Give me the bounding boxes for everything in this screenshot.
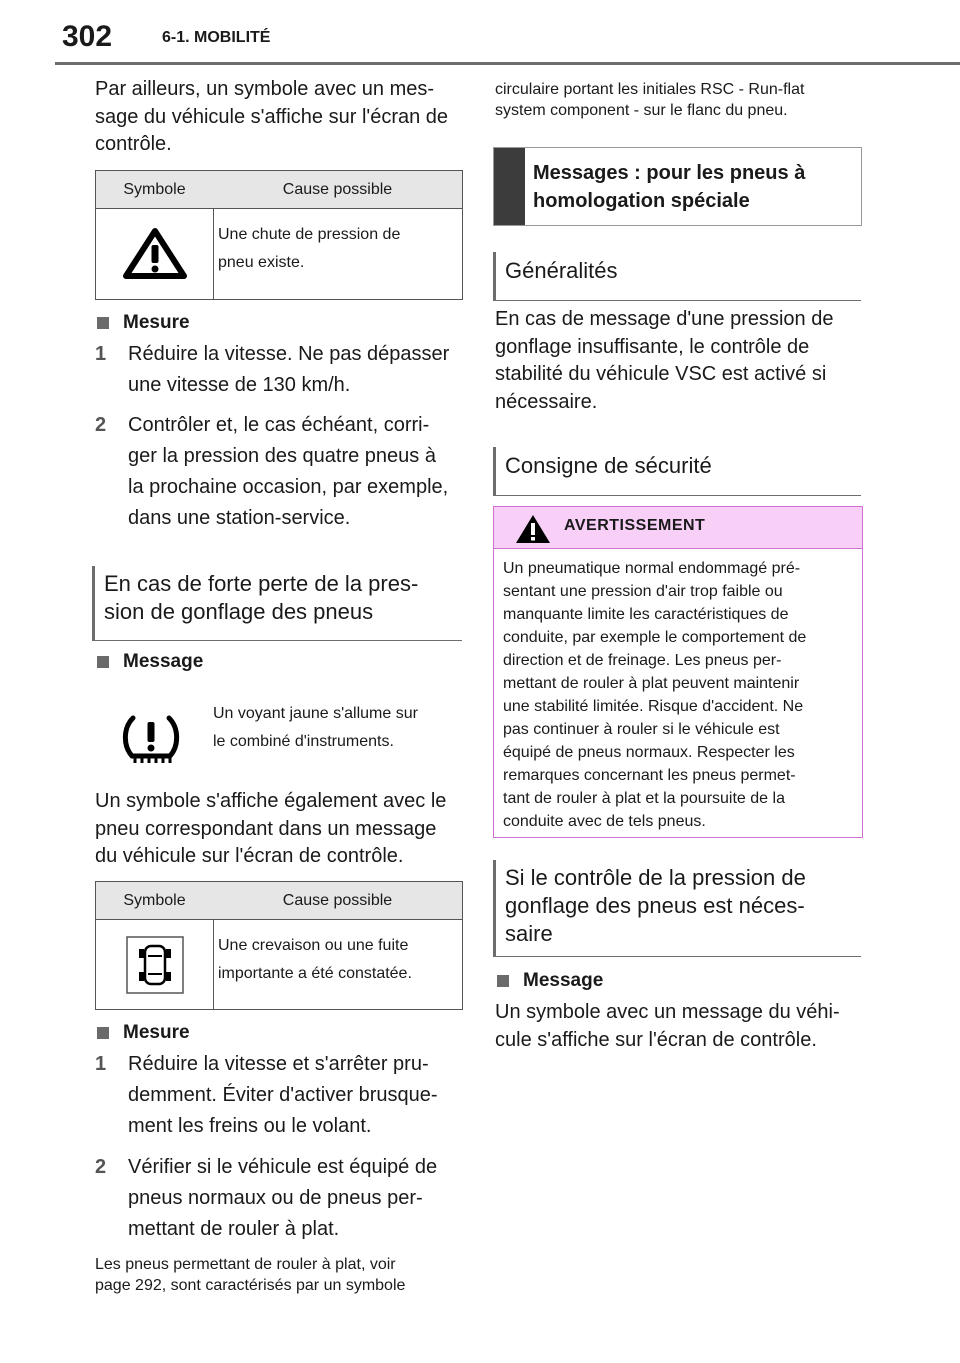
table-row: Une chute de pression de pneu existe. [96,209,462,299]
warning-triangle-icon [96,209,214,299]
continuation-paragraph: circulaire portant les initiales RSC - Run-flat system component - sur le flanc du pneu. [495,81,805,119]
section-controle-pression: Si le contrôle de la pression de gonflage des pneus est néces- saire [493,860,861,957]
intro-paragraph: Par ailleurs, un symbole avec un mes- sage du véhicule s'affiche sur l'écran de contrôle. [95,78,449,155]
message-heading-2: Message [497,970,603,992]
warning-header: AVERTISSEMENT [494,507,862,549]
message-1-text: Un voyant jaune s'allume sur le combiné d'instruments. [213,705,418,750]
col-cause: Cause possible [282,891,393,909]
col-symbol: Symbole [123,891,186,909]
mesure-heading-2: Mesure [97,1022,190,1044]
table-row: Une crevaison ou une fuite importante a été constatée. [96,920,462,1009]
bullet-square [497,975,509,987]
mesure-heading-1: Mesure [97,312,190,334]
generalites-paragraph: En cas de message d'une pression de gonflage insuffisante, le contrôle de stabilité du véhicule VSC est activé si nécessaire. [495,308,834,413]
header-rule [55,62,960,65]
warning-text: Un pneumatique normal endommagé pré- sentant une pression d'air trop faible ou manquante limite les caractéristiques de conduite, par exemple le comportement de direction et de freinage. Les pneus per- mettant de rouler à plat peuvent maintenir une stabilité limitée. Risque d'accident. Ne pas continuer à rouler si le véhicule est équipé de pneus normaux. Respecter les remarques concernant les pneus permet- tant de rouler à plat et la poursuite de la conduite avec de tels pneus. [503,560,807,830]
bullet-square [97,317,109,329]
dark-bar [494,148,525,225]
bullet-square [97,1027,109,1039]
step-2: 2 Contrôler et, le cas échéant, corri- ger la pression des quatre pneus à la prochaine occasion, par exemple, dans une station-service. [95,414,449,529]
message-2-text: Un symbole avec un message du véhi- cule s'affiche sur l'écran de contrôle. [495,1001,840,1051]
symbol-table-2 [95,881,463,1010]
step-1: 1 Réduire la vitesse et s'arrêter pru- demment. Éviter d'activer brusque- ment les freins ou le volant. [95,1053,438,1137]
col-symbol: Symbole [123,180,186,198]
car-tire-top-view-icon [96,920,214,1009]
section-consigne: Consigne de sécurité [493,447,861,496]
message-heading-1: Message [97,651,203,673]
symbol-table-1 [95,170,463,300]
table-header [96,171,462,209]
warning-box [493,506,863,838]
tire-pressure-warning-icon [118,710,184,775]
bullet-square [97,656,109,668]
step-2: 2 Vérifier si le véhicule est équipé de pneus normaux ou de pneus per- mettant de rouler à plat. [95,1156,438,1240]
paragraph-2: Un symbole s'affiche également avec le pneu correspondant dans un message du véhicule sur l'écran de contrôle. [95,790,447,867]
table-header [96,882,462,920]
footnote: Les pneus permettant de rouler à plat, voir page 292, sont caractérisés par un symbole [95,1256,406,1294]
col-cause: Cause possible [282,180,393,198]
step-1: 1 Réduire la vitesse. Ne pas dépasser une vitesse de 130 km/h. [95,343,450,396]
messages-section-box: Messages : pour les pneus à homologation spéciale [493,147,862,226]
section-forte-perte: En cas de forte perte de la pres- sion de gonflage des pneus [92,566,462,641]
section-title: 6-1. MOBILITÉ [162,29,271,46]
section-generalites: Généralités [493,252,861,301]
page-number: 302 [62,20,113,53]
warning-triangle-small-icon [515,514,551,549]
